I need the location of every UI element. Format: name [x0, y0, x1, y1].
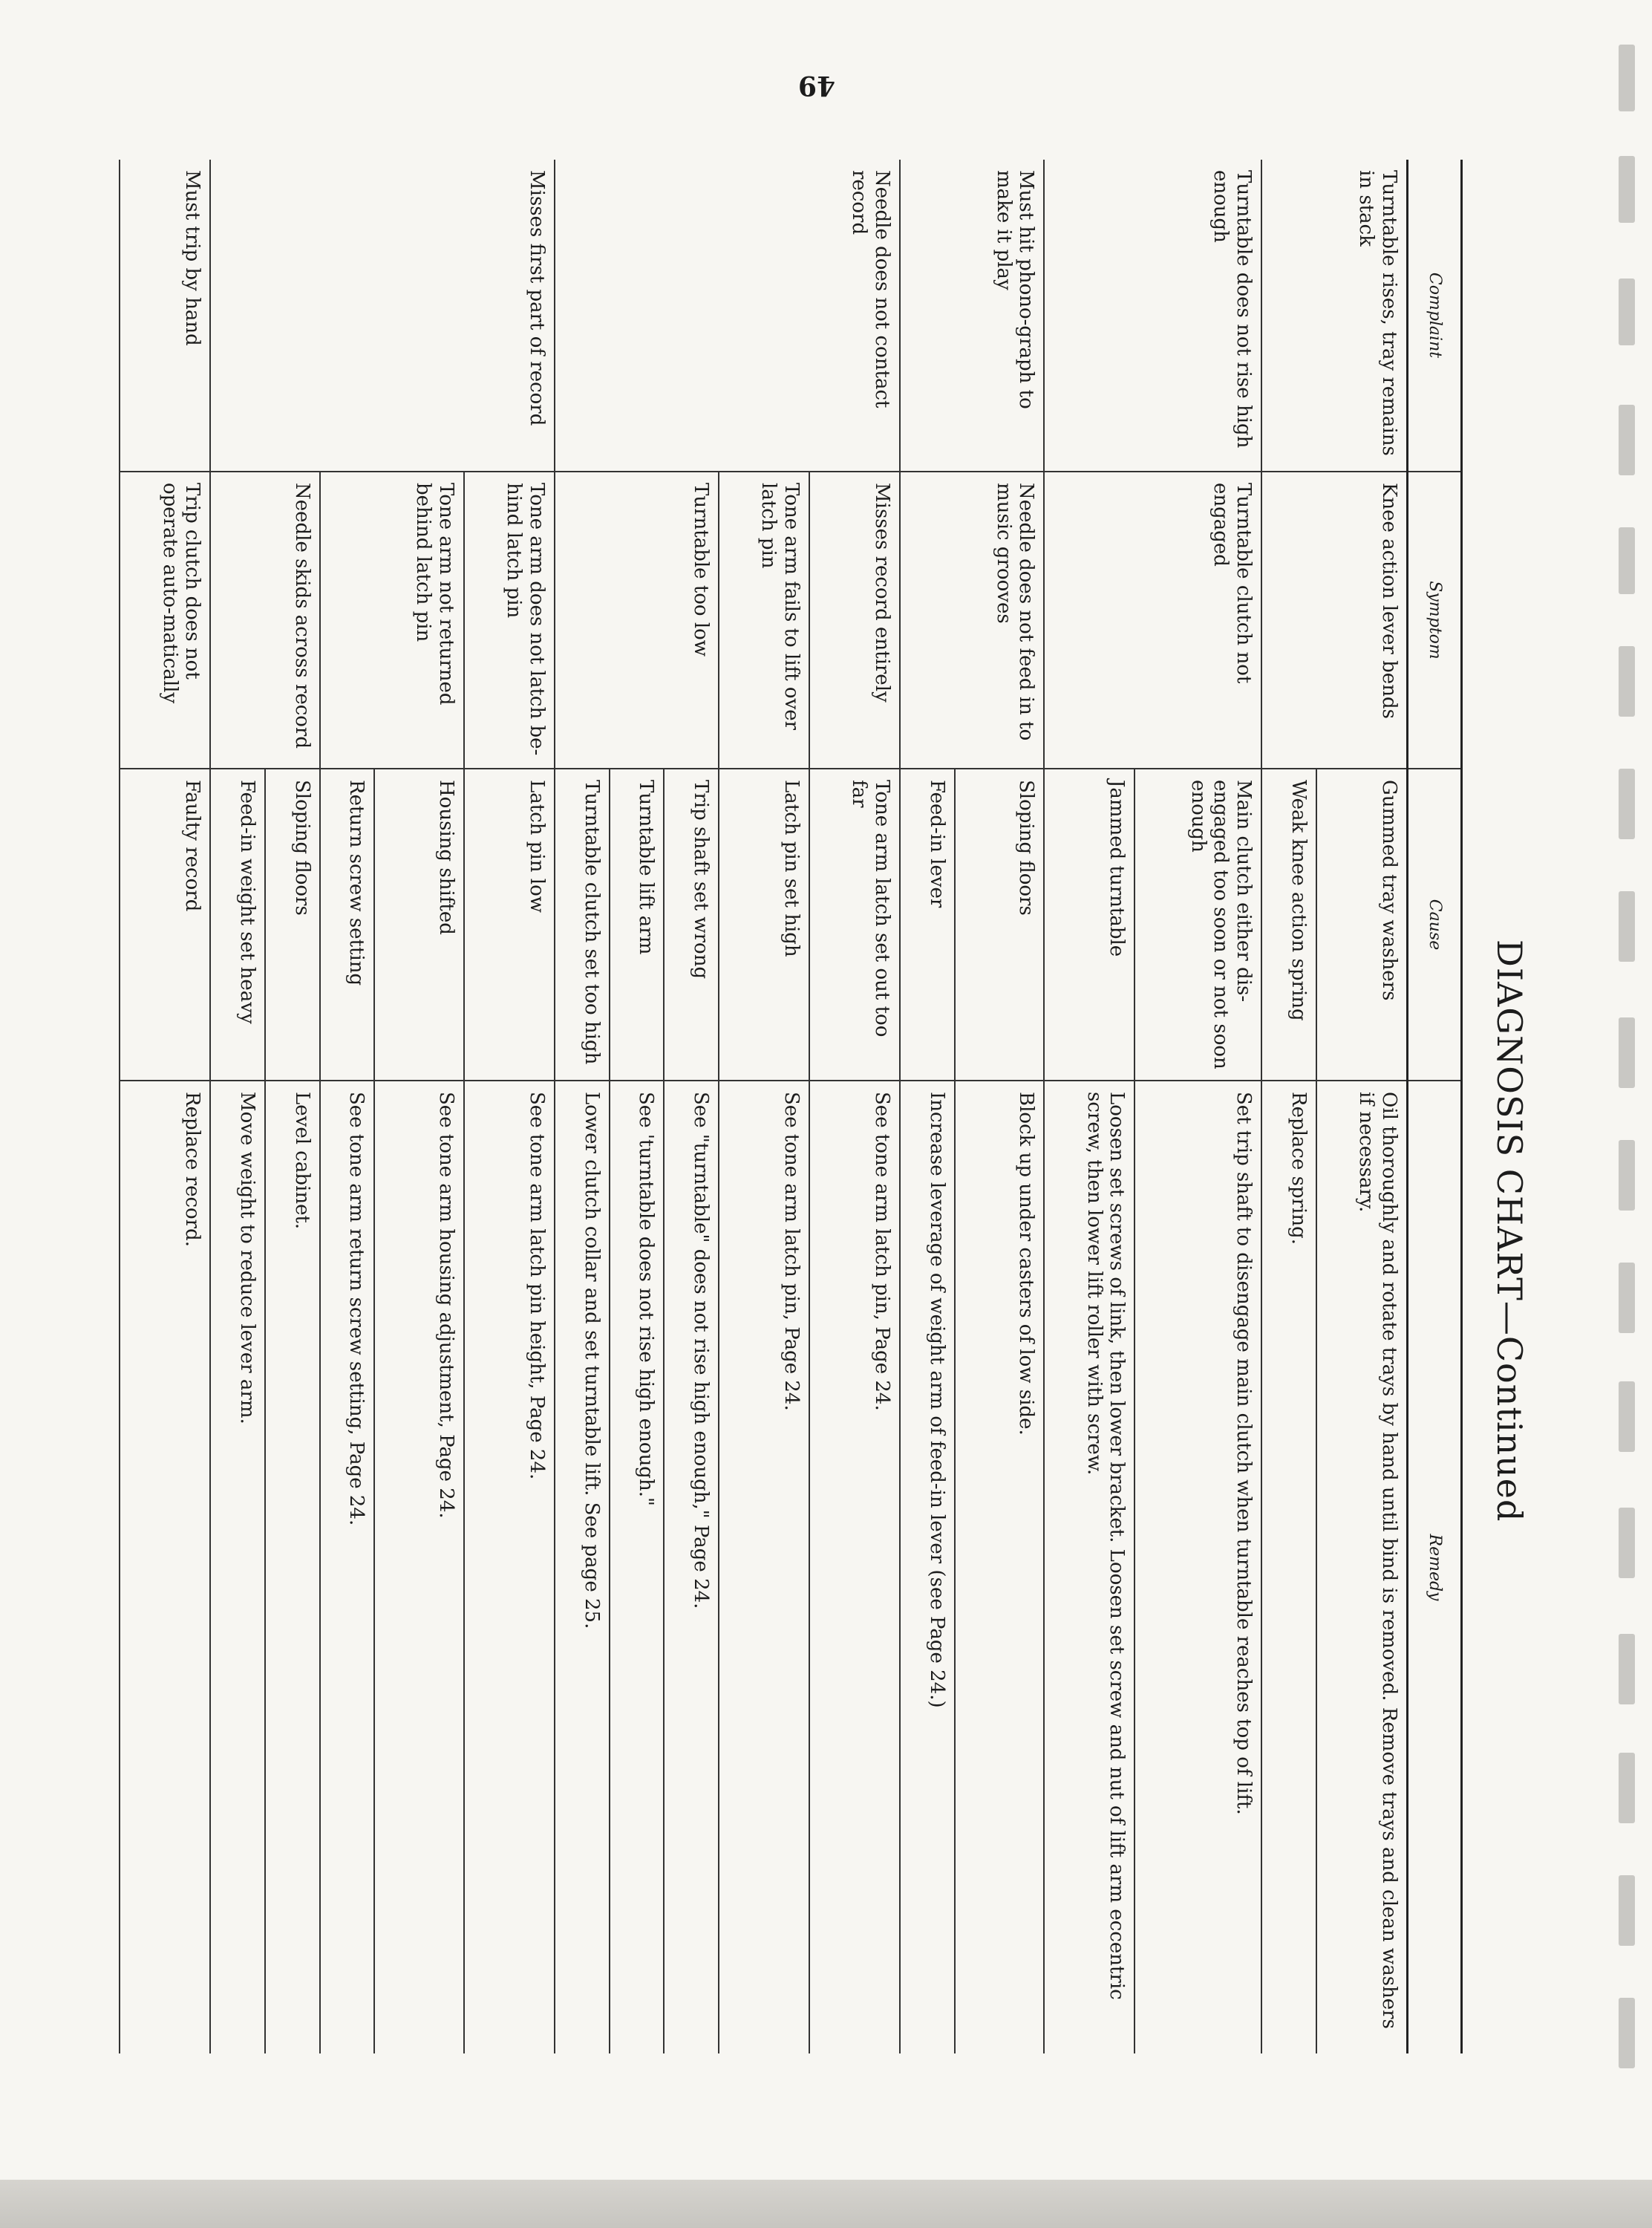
symptom-cell	[1044, 472, 1134, 769]
symptom-cell	[900, 472, 955, 769]
complaint-cell	[1261, 160, 1316, 472]
remedy-cell: Replace spring.	[1261, 1081, 1316, 2053]
complaint-cell: Must trip by hand	[120, 160, 210, 472]
complaint-cell: Turntable rises, tray remains in stack	[1355, 170, 1400, 456]
complaint-cell	[374, 160, 464, 472]
remedy-cell: Move weight to reduce lever arm.	[210, 1081, 265, 2053]
complaint-cell	[265, 160, 320, 472]
symptom-cell	[555, 472, 610, 769]
table-row	[265, 160, 320, 2053]
header-symptom: Symptom	[1408, 472, 1462, 769]
table-row	[374, 160, 464, 2053]
remedy-cell: Lower clutch collar and set turntable lift. See page 25.	[555, 1081, 610, 2053]
remedy-cell: See tone arm housing adjustment, Page 24.	[374, 1081, 464, 2053]
header-remedy: Remedy	[1408, 1081, 1462, 2053]
cause-cell: Return screw setting	[320, 769, 375, 1081]
symptom-cell: Knee action lever bends	[1316, 472, 1408, 769]
complaint-cell: Must hit phono-graph to make it play	[992, 170, 1038, 409]
binder-edge-marks	[1619, 0, 1652, 2180]
table-row	[1261, 160, 1316, 2053]
symptom-cell: Turntable too low	[664, 472, 719, 769]
cause-cell: Weak knee action spring	[1261, 769, 1316, 1081]
cause-cell: Feed-in weight set heavy	[210, 769, 265, 1081]
symptom-cell: Tone arm does not latch be-hind latch pin	[464, 472, 555, 769]
table-row	[809, 160, 900, 2053]
table-row	[320, 160, 375, 2053]
symptom-cell: Misses record entirely	[809, 472, 900, 769]
table-row	[610, 160, 665, 2053]
cause-cell: Sloping floors	[955, 769, 1045, 1081]
complaint-cell	[555, 160, 610, 472]
remedy-cell: Oil thoroughly and rotate trays by hand until bind is removed. Remove trays and clean washers if necessary.	[1316, 1081, 1408, 2053]
cause-cell: Feed-in lever	[900, 769, 955, 1081]
cause-cell: Turntable clutch set too high	[555, 769, 610, 1081]
cause-cell: Trip shaft set wrong	[664, 769, 719, 1081]
cause-cell: Turntable lift arm	[610, 769, 665, 1081]
remedy-cell: See 'turntable does not rise high enough."	[610, 1081, 665, 2053]
complaint-cell: Misses first part of record	[525, 170, 548, 426]
complaint-cell: Needle does not contact record	[848, 170, 894, 408]
remedy-cell: See "turntable" does not rise high enough," Page 24.	[664, 1081, 719, 2053]
complaint-cell	[610, 160, 665, 472]
remedy-cell: See tone arm latch pin, Page 24.	[809, 1081, 900, 2053]
table-row	[900, 160, 955, 2053]
symptom-cell	[320, 472, 375, 769]
table-row	[719, 160, 809, 2053]
table-row	[1316, 160, 1408, 2053]
table-row	[120, 160, 210, 2053]
table-header-row	[1408, 160, 1462, 2053]
remedy-cell: Loosen set screws of link, then lower bracket. Loosen set screw and nut of lift arm eccentric screw, then lower lift roller with screw.	[1044, 1081, 1134, 2053]
table-row	[955, 160, 1045, 2053]
remedy-cell: Increase leverage of weight arm of feed-in lever (see Page 24.)	[900, 1081, 955, 2053]
cause-cell: Latch pin set high	[719, 769, 809, 1081]
table-row	[664, 160, 719, 2053]
symptom-cell: Needle does not feed in to music grooves	[955, 472, 1045, 769]
cause-cell: Jammed turntable	[1044, 769, 1134, 1081]
complaint-cell	[1044, 160, 1134, 472]
rotated-chart	[119, 160, 1529, 2053]
symptom-cell	[1261, 472, 1316, 769]
cause-cell: Faulty record	[120, 769, 210, 1081]
remedy-cell: Level cabinet.	[265, 1081, 320, 2053]
complaint-cell: Turntable does not rise high enough	[1209, 170, 1255, 449]
table-row	[555, 160, 610, 2053]
complaint-cell	[664, 160, 719, 472]
diagnosis-table	[119, 160, 1463, 2053]
header-complaint: Complaint	[1408, 160, 1462, 472]
remedy-cell: Replace record.	[120, 1081, 210, 2053]
page-title: DIAGNOSIS CHART—Continued	[1489, 939, 1529, 1522]
symptom-cell: Tone arm fails to lift over latch pin	[719, 472, 809, 769]
remedy-cell: See tone arm latch pin height, Page 24.	[464, 1081, 555, 2053]
complaint-cell	[900, 160, 955, 472]
table-row	[1134, 160, 1261, 2053]
table-row	[1044, 160, 1134, 2053]
scan-bottom-shadow	[0, 2180, 1652, 2228]
table-row	[210, 160, 265, 2053]
cause-cell: Main clutch either dis-engaged too soon or not soon enough	[1134, 769, 1261, 1081]
symptom-cell: Tone arm not returned behind latch pin	[374, 472, 464, 769]
symptom-cell	[610, 472, 665, 769]
complaint-cell	[719, 160, 809, 472]
table-row	[464, 160, 555, 2053]
cause-cell: Gummed tray washers	[1316, 769, 1408, 1081]
remedy-cell: Set trip shaft to disengage main clutch when turntable reaches top of lift.	[1134, 1081, 1261, 2053]
page-number: 49	[797, 70, 836, 101]
cause-cell: Housing shifted	[374, 769, 464, 1081]
remedy-cell: See tone arm return screw setting, Page 24.	[320, 1081, 375, 2053]
cause-cell: Tone arm latch set out too far	[809, 769, 900, 1081]
symptom-cell: Needle skids across record	[265, 472, 320, 769]
symptom-cell: Turntable clutch not engaged	[1134, 472, 1261, 769]
remedy-cell: See tone arm latch pin, Page 24.	[719, 1081, 809, 2053]
header-cause: Cause	[1408, 769, 1462, 1081]
cause-cell: Sloping floors	[265, 769, 320, 1081]
complaint-cell	[210, 160, 265, 472]
symptom-cell: Trip clutch does not operate auto-matically	[120, 472, 210, 769]
symptom-cell	[210, 472, 265, 769]
remedy-cell: Block up under casters of low side.	[955, 1081, 1045, 2053]
complaint-cell	[320, 160, 375, 472]
cause-cell: Latch pin low	[464, 769, 555, 1081]
